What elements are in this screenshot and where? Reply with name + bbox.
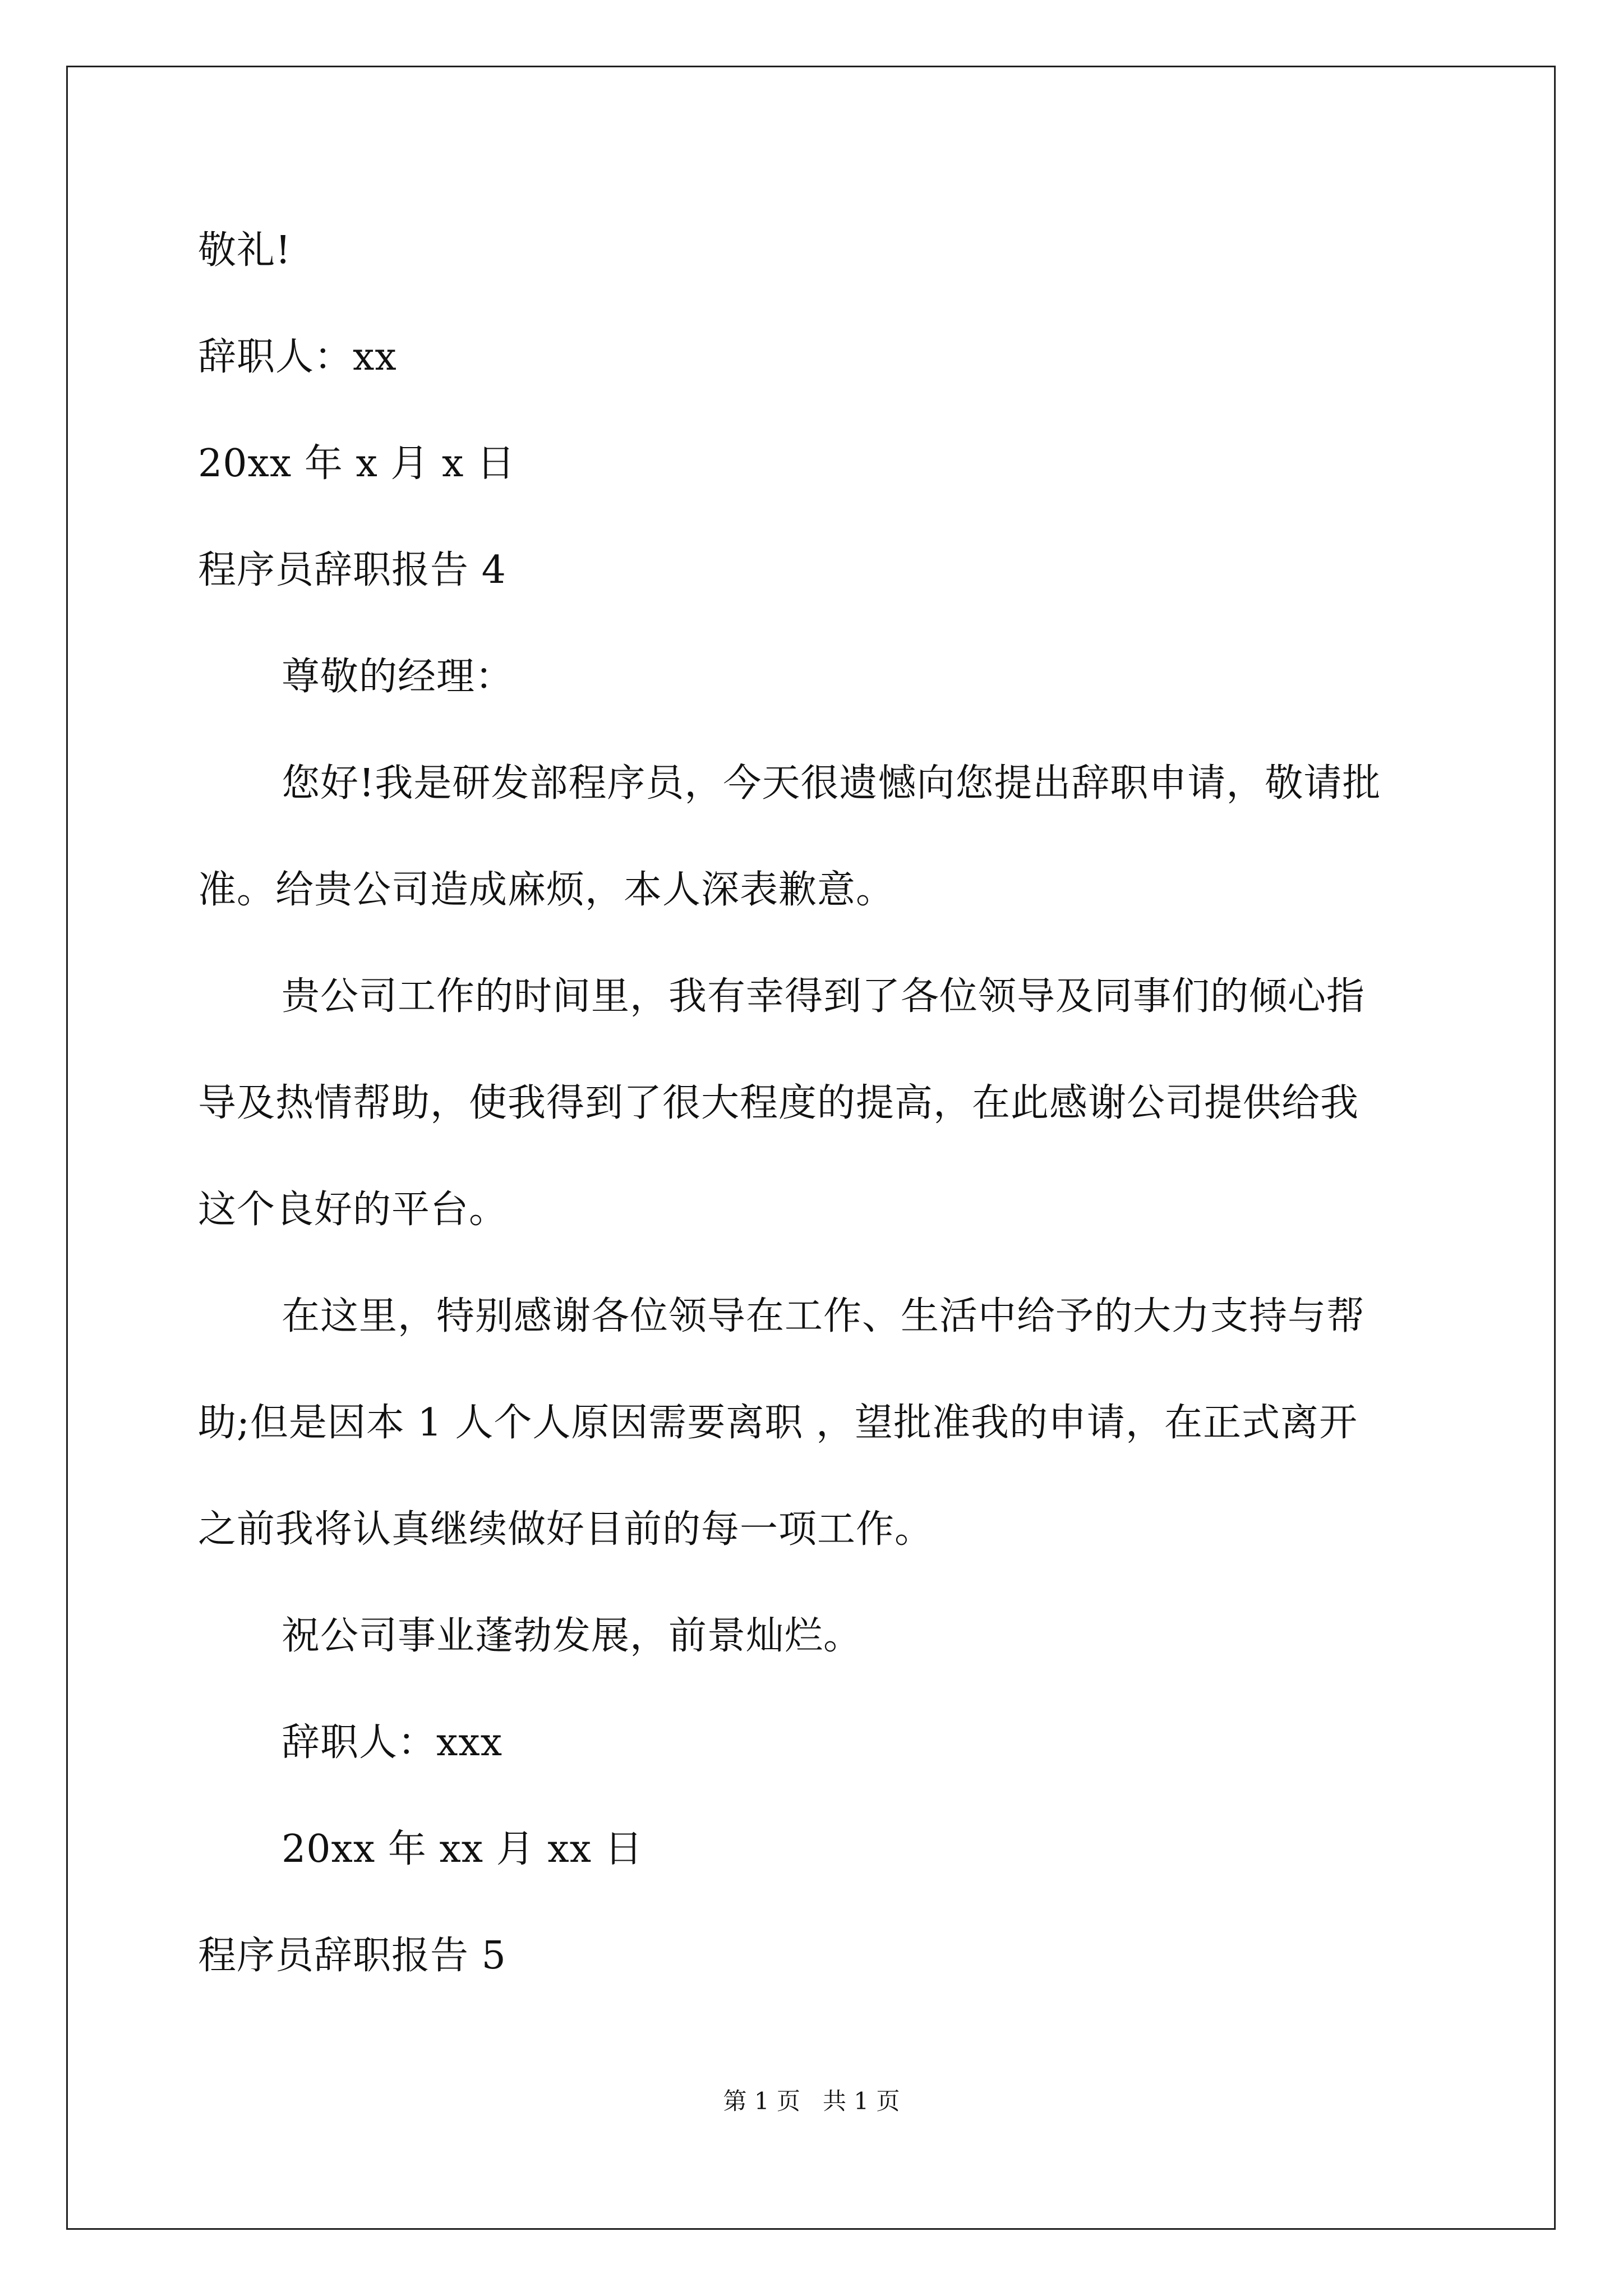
section-title: 程序员辞职报告 4 <box>198 548 506 592</box>
closing-salutation: 敬礼! <box>198 228 292 273</box>
paragraph-line: 这个良好的平台。 <box>198 1188 508 1232</box>
paragraph-line: 导及热情帮助，使我得到了很大程度的提高，在此感谢公司提供给我 <box>198 1081 1359 1125</box>
section-title: 程序员辞职报告 5 <box>198 1934 506 1978</box>
signature-line: 辞职人：xx <box>198 335 397 379</box>
paragraph-line: 助;但是因本 1 人个人原因需要离职 ，望批准我的申请，在正式离开 <box>198 1401 1358 1445</box>
signature-line: 辞职人：xxx <box>282 1720 503 1765</box>
page-border <box>66 66 1556 2230</box>
paragraph-line: 祝公司事业蓬勃发展，前景灿烂。 <box>282 1614 863 1658</box>
greeting: 尊敬的经理： <box>282 655 514 699</box>
page-footer: 第 1 页 共 1 页 <box>723 2087 900 2115</box>
paragraph-line: 之前我将认真继续做好目前的每一项工作。 <box>198 1507 934 1552</box>
date-line: 20xx 年 xx 月 xx 日 <box>282 1827 643 1871</box>
paragraph-line: 在这里，特别感谢各位领导在工作、生活中给予的大力支持与帮 <box>282 1294 1366 1338</box>
date-line: 20xx 年 x 月 x 日 <box>198 441 516 486</box>
paragraph-line: 贵公司工作的时间里，我有幸得到了各位领导及同事们的倾心指 <box>282 974 1366 1019</box>
paragraph-line: 准。给贵公司造成麻烦，本人深表歉意。 <box>198 868 895 912</box>
paragraph-line: 您好!我是研发部程序员，今天很遗憾向您提出辞职申请，敬请批 <box>282 761 1381 806</box>
